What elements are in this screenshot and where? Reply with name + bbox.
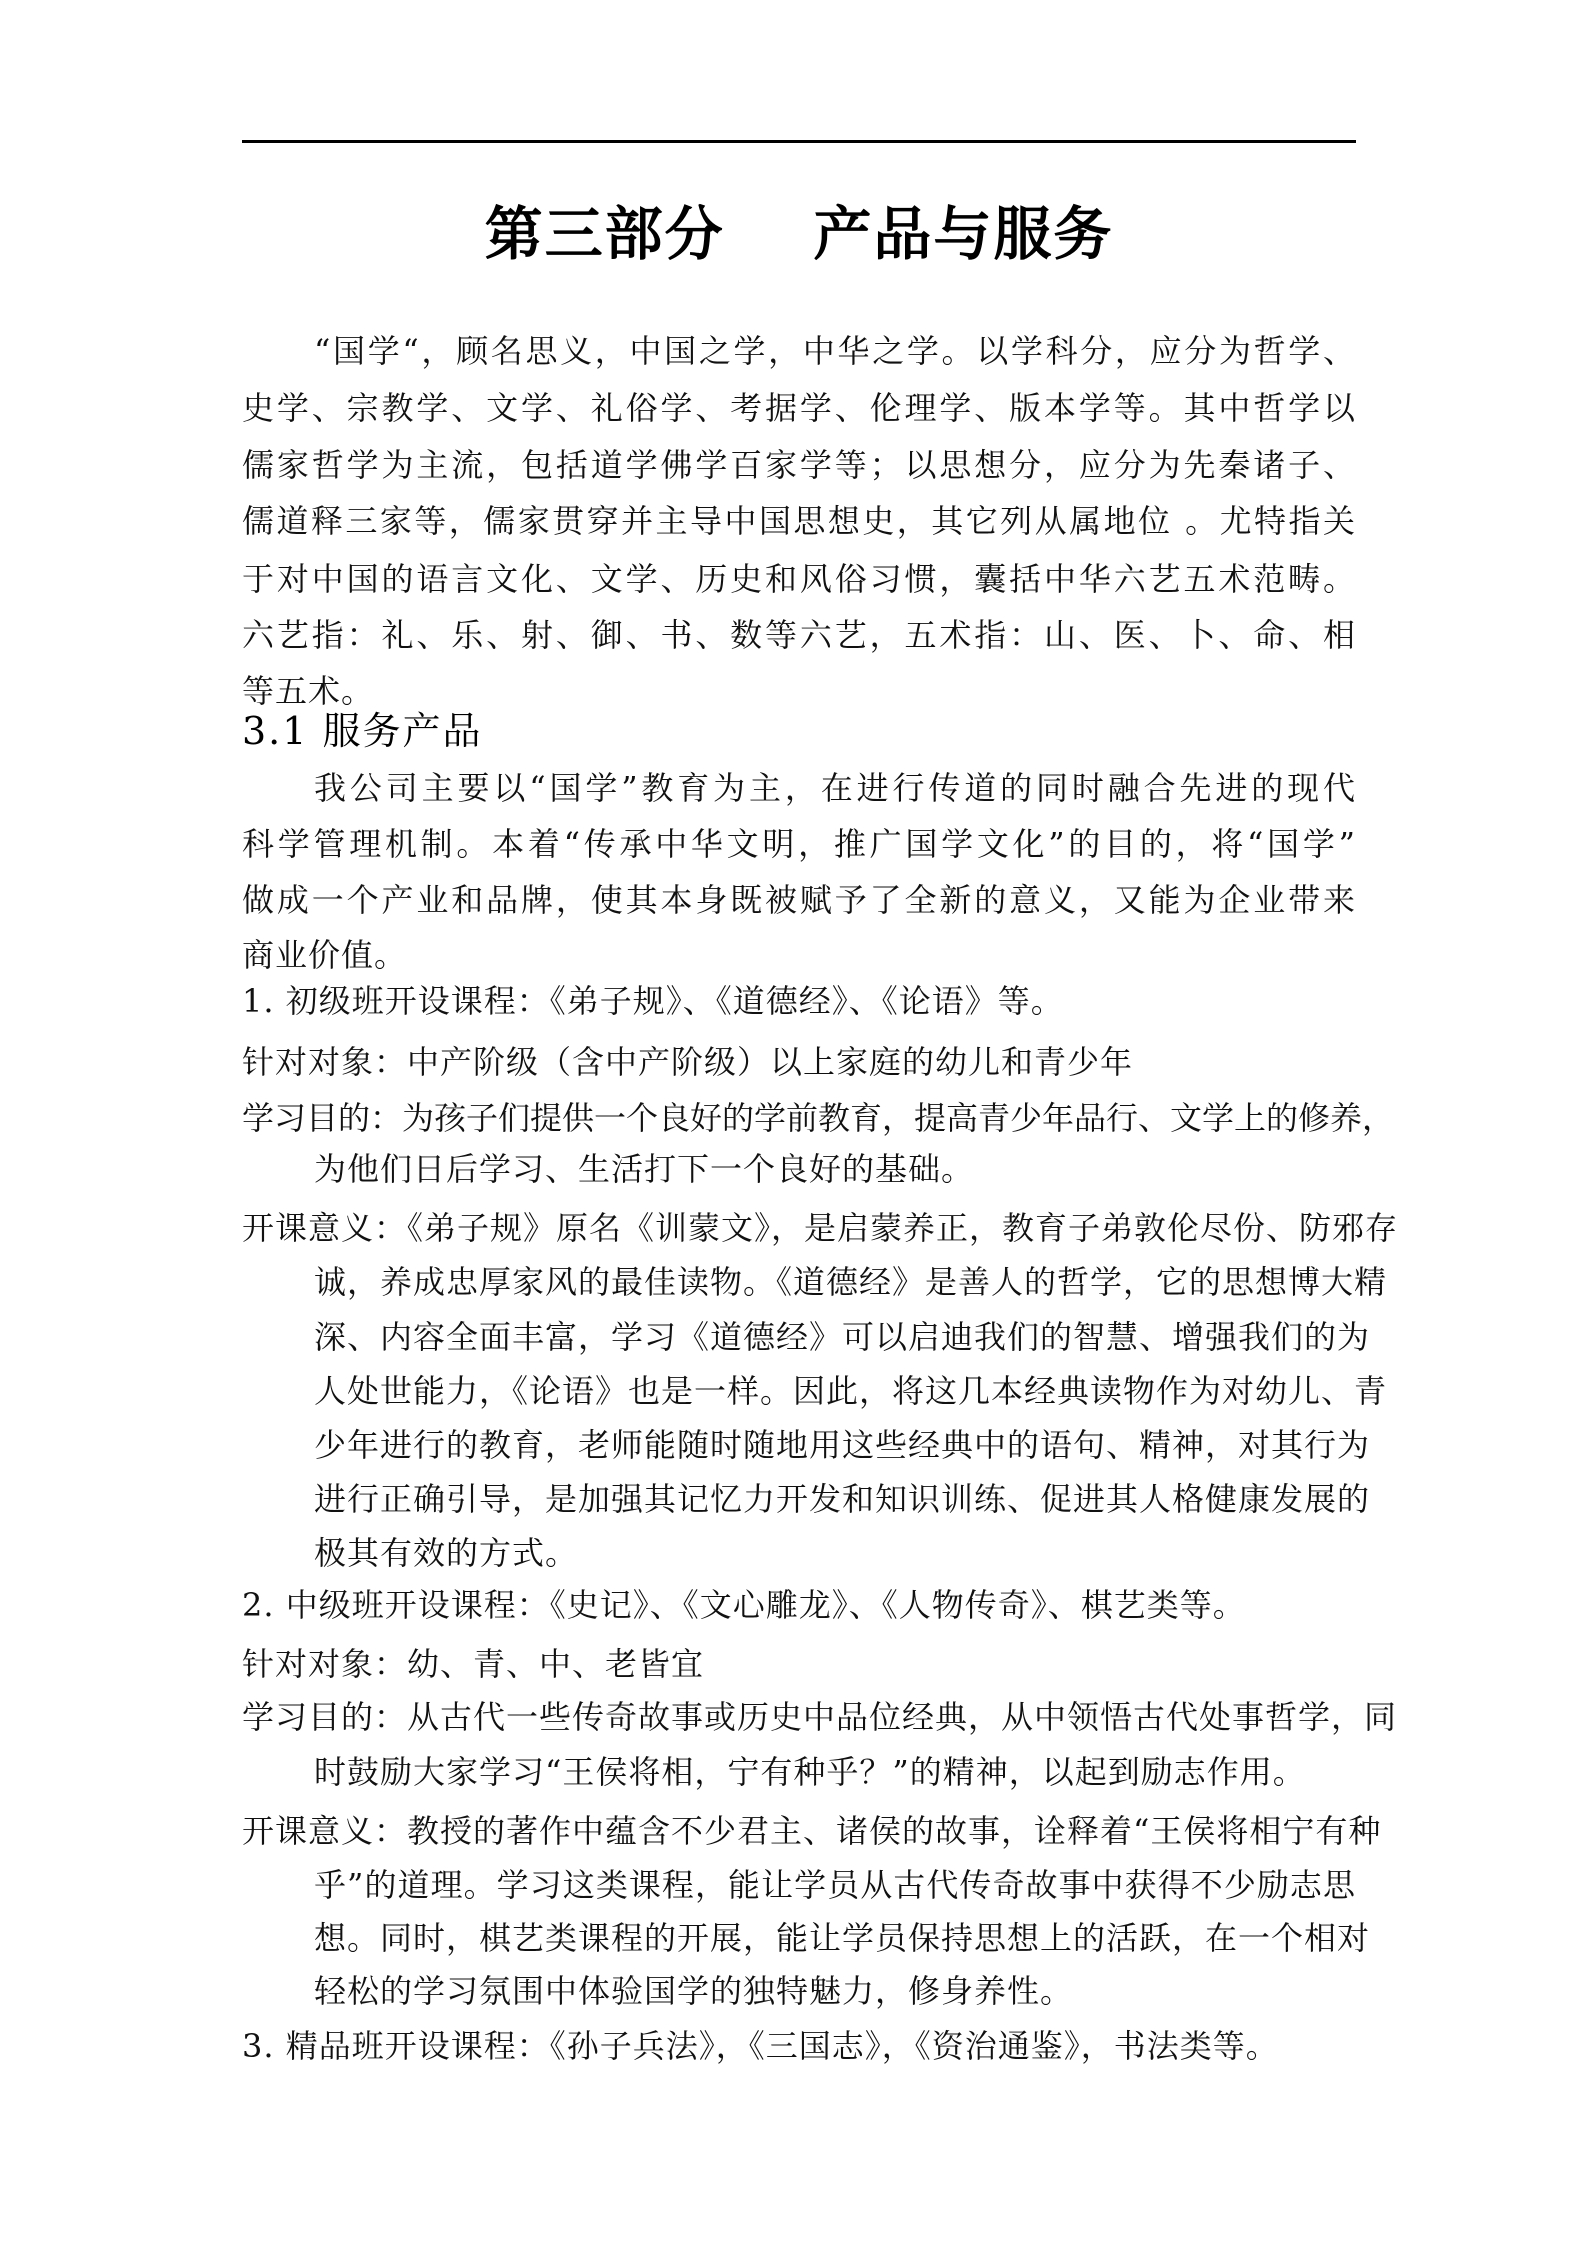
course-meaning-cont: 轻松的学习氛围中体验国学的独特魅力，修身养性。 bbox=[314, 1972, 1074, 2010]
text-line: 做成一个产业和品牌，使其本身既被赋予了全新的意义，又能为企业带来 bbox=[242, 881, 1356, 919]
course-meaning-cont: 想。同时，棋艺类课程的开展，能让学员保持思想上的活跃，在一个相对 bbox=[314, 1919, 1371, 1957]
text-line: 我公司主要以“国学”教育为主，在进行传道的同时融合先进的现代 bbox=[314, 769, 1356, 807]
course-meaning-cont: 深、内容全面丰富，学习《道德经》可以启迪我们的智慧、增强我们的为 bbox=[314, 1318, 1371, 1356]
text-line: 于对中国的语言文化、文学、历史和风俗习惯，囊括中华六艺五术范畴。 bbox=[242, 560, 1356, 598]
text-line: 六艺指：礼、乐、射、御、书、数等六艺，五术指：山、医、卜、命、相 bbox=[242, 616, 1356, 654]
text-line: 科学管理机制。本着“传承中华文明，推广国学文化”的目的，将“国学” bbox=[242, 825, 1356, 863]
course-meaning-cont: 进行正确引导，是加强其记忆力开发和知识训练、促进其人格健康发展的 bbox=[314, 1480, 1371, 1518]
page-title: 第三部分 产品与服务 bbox=[484, 200, 1114, 268]
text-line: 儒家哲学为主流，包括道学佛学百家学等；以思想分，应分为先秦诸子、 bbox=[242, 446, 1356, 484]
course-title: 1. 初级班开设课程：《弟子规》、《道德经》、《论语》等。 bbox=[242, 982, 1064, 1020]
course-purpose: 学习目的：从古代一些传奇故事或历史中品位经典，从中领悟古代处事哲学，同 bbox=[242, 1698, 1398, 1736]
course-purpose-cont: 为他们日后学习、生活打下一个良好的基础。 bbox=[314, 1150, 975, 1188]
header-rule bbox=[242, 140, 1356, 143]
course-meaning-cont: 少年进行的教育，老师能随时随地用这些经典中的语句、精神，对其行为 bbox=[314, 1426, 1371, 1464]
section-heading: 3.1 服务产品 bbox=[242, 709, 483, 753]
course-meaning-cont: 乎”的道理。学习这类课程，能让学员从古代传奇故事中获得不少励志思 bbox=[314, 1866, 1356, 1904]
course-purpose: 学习目的：为孩子们提供一个良好的学前教育，提高青少年品行、文学上的修养， bbox=[242, 1099, 1395, 1137]
course-target: 针对对象：幼、青、中、老皆宜 bbox=[242, 1645, 705, 1683]
text-line: 商业价值。 bbox=[242, 936, 408, 974]
text-line: 儒道释三家等，儒家贯穿并主导中国思想史，其它列从属地位 。尤特指关 bbox=[242, 502, 1356, 540]
course-title: 2. 中级班开设课程：《史记》、《文心雕龙》、《人物传奇》、棋艺类等。 bbox=[242, 1586, 1246, 1624]
course-meaning-cont: 人处世能力，《论语》也是一样。因此，将这几本经典读物作为对幼儿、青 bbox=[314, 1372, 1388, 1410]
course-meaning: 开课意义：《弟子规》原名《训蒙文》，是启蒙养正，教育子弟敦伦尽份、防邪存 bbox=[242, 1209, 1399, 1247]
course-target: 针对对象：中产阶级（含中产阶级）以上家庭的幼儿和青少年 bbox=[242, 1043, 1134, 1081]
course-meaning-cont: 极其有效的方式。 bbox=[314, 1534, 579, 1572]
text-line: 史学、宗教学、文学、礼俗学、考据学、伦理学、版本学等。其中哲学以 bbox=[242, 389, 1356, 427]
course-meaning-cont: 诚，养成忠厚家风的最佳读物。《道德经》是善人的哲学，它的思想博大精 bbox=[314, 1263, 1388, 1301]
course-title: 3. 精品班开设课程：《孙子兵法》，《三国志》，《资治通鉴》，书法类等。 bbox=[242, 2027, 1279, 2065]
course-meaning: 开课意义：教授的著作中蕴含不少君主、诸侯的故事，诠释着“王侯将相宁有种 bbox=[242, 1812, 1382, 1850]
text-line: “国学“，顾名思义，中国之学，中华之学。以学科分，应分为哲学、 bbox=[314, 332, 1356, 370]
text-line: 等五术。 bbox=[242, 672, 375, 710]
course-purpose-cont: 时鼓励大家学习“王侯将相，宁有种乎？”的精神，以起到励志作用。 bbox=[314, 1753, 1306, 1791]
